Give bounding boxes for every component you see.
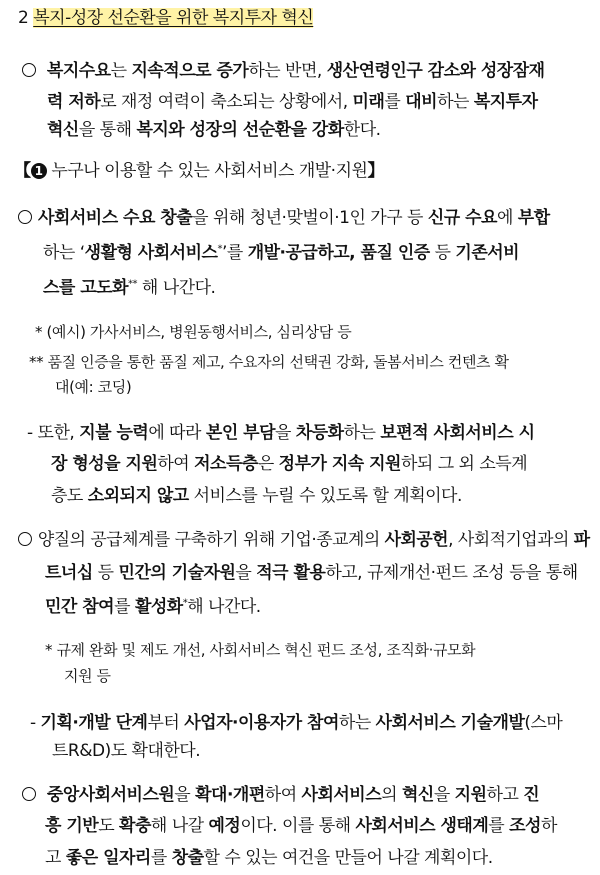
p2-footnote-1-cont: 지원 등 — [64, 667, 111, 685]
p2-line-2: 트너십 등 민간의 기술자원을 적극 활용하고, 규제개선·펀드 조성 등을 통해 — [45, 563, 578, 583]
p1-footnote-2-cont: 대(예: 코딩) — [55, 378, 132, 396]
p1-line-1: 사회서비스 수요 창출을 위해 청년·맞벌이·1인 가구 등 신규 수요에 부합 — [18, 206, 550, 230]
p1-detail-line-1: - 또한, 지불 능력에 따라 본인 부담을 차등화하는 보편적 사회서비스 시 — [27, 423, 535, 443]
circle-bullet-icon — [18, 210, 32, 224]
circle-bullet-icon — [22, 787, 36, 801]
p2-line-3: 민간 참여를 활성화*해 나간다. — [45, 597, 261, 617]
p3-line-2: 흥 기반도 확충해 나갈 예정이다. 이를 통해 사회서비스 생태계를 조성하 — [45, 816, 557, 836]
p2-line-1: 양질의 공급체계를 구축하기 위해 기업·종교계의 사회공헌, 사회적기업과의 파 — [18, 528, 590, 552]
section-number: 2 — [18, 8, 29, 28]
number-1-badge-icon: 1 — [31, 163, 47, 179]
p2-footnote-1: * 규제 완화 및 제도 개선, 사회서비스 혁신 펀드 조성, 조직화·규모화 — [45, 641, 476, 659]
p1-detail-line-2: 장 형성을 지원하여 저소득층은 정부가 지속 지원하되 그 외 소득계 — [51, 454, 528, 474]
circle-bullet-icon — [18, 532, 32, 546]
section-title: 복지-성장 선순환을 위한 복지투자 혁신 — [33, 8, 314, 28]
intro-line-1: 복지수요는 지속적으로 증가하는 반면, 생산연령인구 감소와 성장잠재 — [22, 59, 545, 83]
circle-bullet-icon — [22, 63, 36, 77]
p1-footnote-2: ** 품질 인증을 통한 품질 제고, 수요자의 선택권 강화, 돌봄서비스 컨텐츠 확 — [29, 353, 509, 371]
p1-footnote-1: * (예시) 가사서비스, 병원동행서비스, 심리상담 등 — [35, 323, 352, 341]
intro-line-3: 혁신을 통해 복지와 성장의 선순환을 강화한다. — [47, 120, 381, 140]
p2-detail-line-2: 트R&D)도 확대한다. — [52, 741, 201, 761]
p1-line-2: 하는 ‘생활형 사회서비스*’를 개발·공급하고, 품질 인증 등 기존서비 — [43, 243, 520, 263]
p2-detail-line-1: - 기획·개발 단계부터 사업자·이용자가 참여하는 사회서비스 기술개발(스마 — [30, 713, 563, 733]
p1-detail-line-3: 층도 소외되지 않고 서비스를 누릴 수 있도록 할 계획이다. — [51, 486, 462, 506]
section-heading — [18, 6, 313, 30]
p3-line-1: 중앙사회서비스원을 확대·개편하여 사회서비스의 혁신을 지원하고 진 — [22, 783, 539, 807]
subsection-title: 누구나 이용할 수 있는 사회서비스 개발·지원 — [51, 161, 368, 181]
intro-line-2: 력 저하로 재정 여력이 축소되는 상황에서, 미래를 대비하는 복지투자 — [47, 92, 538, 112]
p3-line-3: 고 좋은 일자리를 창출할 수 있는 여건을 만들어 나갈 계획이다. — [45, 848, 493, 868]
p1-line-3: 스를 고도화** 해 나간다. — [43, 278, 216, 298]
subsection-heading: 【 1 누구나 이용할 수 있는 사회서비스 개발·지원】 — [14, 161, 384, 181]
